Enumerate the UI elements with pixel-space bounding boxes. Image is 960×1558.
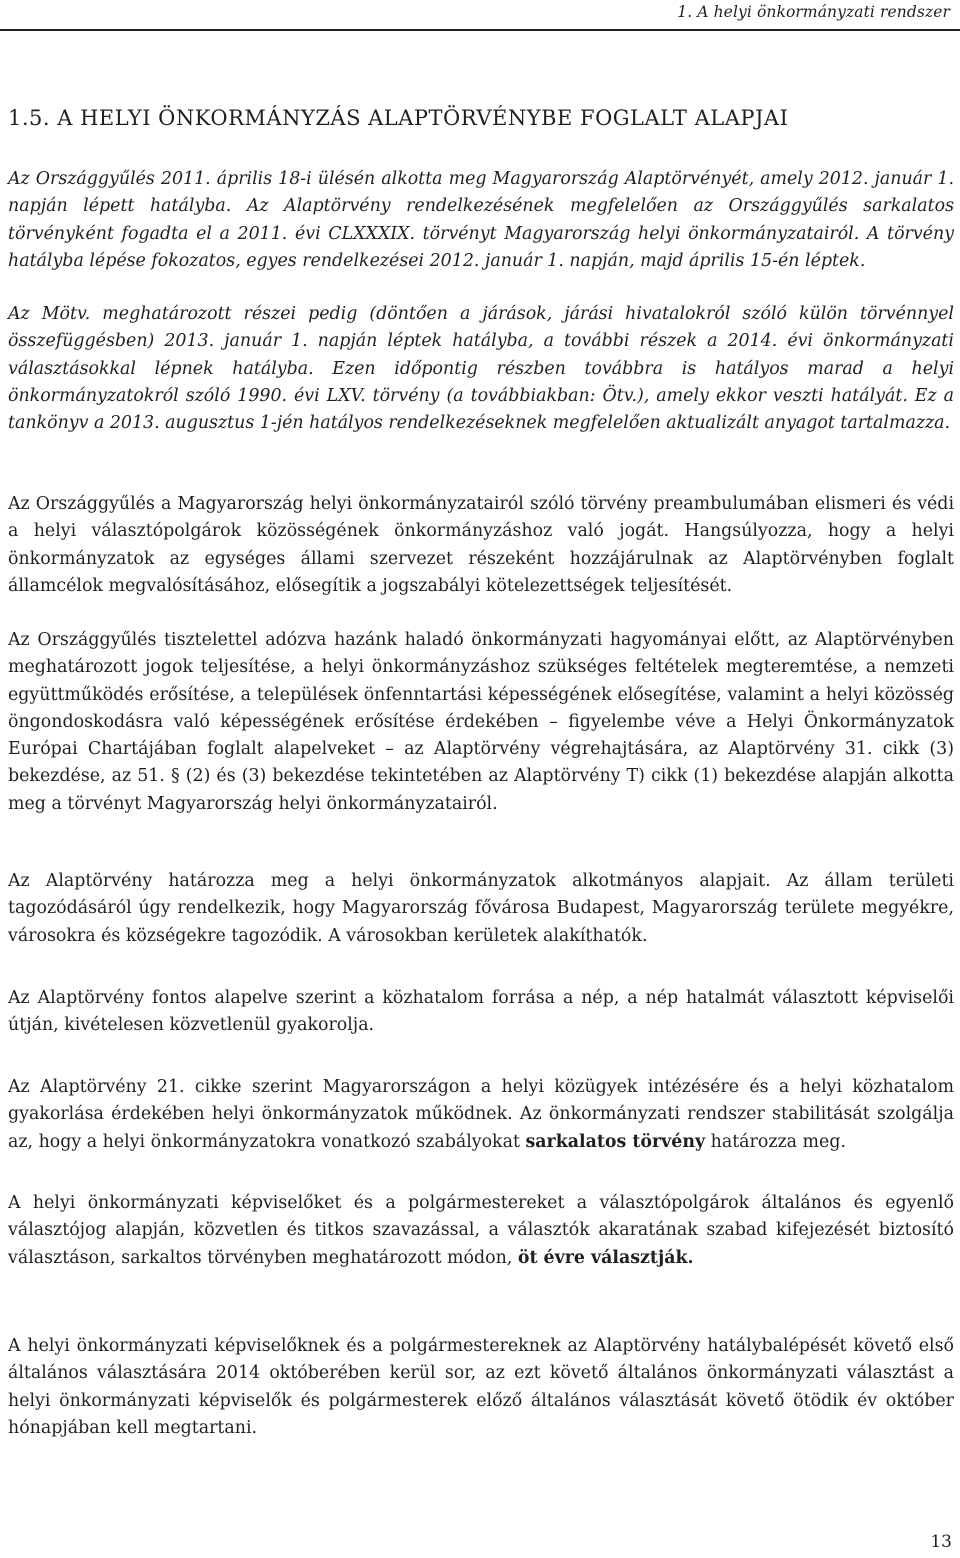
paragraph-4-text: Az Országgyűlés tisztelettel adózva hazánk haladó önkormányzati hagyományai előtt, az Alaptörvényben meghatározott jogok teljesítése, a helyi önkormányzáshoz szükséges feltételek megteremtése, a nemzeti együttműködés erősítése, a települések önfenntartási képességének elősegítése, valamint a helyi közösség öngondoskodásra való képességének erősítése érdekében – figyelembe véve a Helyi Önkormányzatok Európai Chartájában foglalt alapelveket – az Alaptörvény végrehajtására, az Alaptörvény 31. cikk (3) bekezdése, az 51. § (2) és (3) bekezdése tekintetében az Alaptörvény T) cikk (1) bekezdése alapján alkotta meg a törvényt Magyarország helyi önkormányzatairól. xyxy=(8,630,954,814)
paragraph-9 xyxy=(8,1333,954,1442)
paragraph-7-text: Az Alaptörvény 21. cikke szerint Magyarországon a helyi közügyek intézésére és a helyi közhatalom gyakorlása érdekében helyi önkormányzatok működnek. Az önkormányzati rendszer stabilitását szolgálja az, hogy a helyi önkormányzatokra vonatkozó szabályokat xyxy=(8,1077,954,1152)
paragraph-3-text: Az Országgyűlés a Magyarország helyi önkormányzatairól szóló törvény preambulumában elismeri és védi a helyi választópolgárok közösségének önkormányzáshoz való jogát. Hangsúlyozza, hogy a helyi önkormányzatok az egységes állami szervezet részeként hozzájárulnak az Alaptörvényben foglalt államcélok megvalósításához, elősegítik a jogszabályi kötelezettségek teljesítését. xyxy=(8,494,954,596)
page-number: 13 xyxy=(930,1532,952,1552)
paragraph-7-bold: sarkalatos törvény xyxy=(525,1131,706,1152)
paragraph-2-text: Az Mötv. meghatározott részei pedig (döntően a járások, járási hivatalokról szóló külön törvénnyel összefüggésben) 2013. január 1. napján léptek hatályba, a további részek a 2014. évi önkormányzati választásokkal lépnek hatályba. Ezen időpontig részben továbbra is hatályos marad a helyi önkormányzatokról szóló 1990. évi LXV. törvény (a továbbiakban: Ötv.), amely ekkor veszti hatályát. Ez a tankönyv a 2013. augusztus 1-jén hatályos rendelkezéseknek megfelelően aktualizált anyagot tartalmazza. xyxy=(8,304,954,434)
section-title: 1.5. A HELYI ÖNKORMÁNYZÁS ALAPTÖRVÉNYBE FOGLALT ALAPJAI xyxy=(8,106,789,130)
running-header: 1. A helyi önkormányzati rendszer xyxy=(677,3,950,21)
paragraph-8-bold: öt évre választják. xyxy=(517,1247,694,1268)
paragraph-1 xyxy=(8,166,954,275)
paragraph-1-text: Az Országgyűlés 2011. április 18-i ülésén alkotta meg Magyarország Alaptörvényét, amely 2012. január 1. napján lépett hatályba. Az Alaptörvény rendelkezésének megfelelően az Országgyűlés sarkalatos törvényként fogadta el a 2011. évi CLXXXIX. törvényt Magyarország helyi önkormányzatairól. A törvény hatályba lépése fokozatos, egyes rendelkezései 2012. január 1. napján, majd április 15-én léptek. xyxy=(8,169,954,271)
paragraph-5 xyxy=(8,868,954,950)
header-rule xyxy=(0,29,960,31)
paragraph-8-text: A helyi önkormányzati képviselőket és a polgármestereket a választópolgárok általános és egyenlő választójog alapján, közvetlen és titkos szavazással, a választók akaratának szabad kifejezését biztosító választáson, sarkaltos törvényben meghatározott módon, xyxy=(8,1193,954,1268)
paragraph-7 xyxy=(8,1074,954,1156)
paragraph-5-text: Az Alaptörvény határozza meg a helyi önkormányzatok alkotmányos alapjait. Az állam területi tagozódásáról úgy rendelkezik, hogy Magyarország fővárosa Budapest, Magyarország területe megyékre, városokra és községekre tagozódik. A városokban kerületek alakíthatók. xyxy=(8,871,954,946)
paragraph-8 xyxy=(8,1190,954,1272)
paragraph-2 xyxy=(8,301,954,437)
paragraph-9-text: A helyi önkormányzati képviselőknek és a polgármestereknek az Alaptörvény hatálybalépését követő első általános választására 2014 októberében kerül sor, az ezt követő általános önkormányzati választást a helyi önkormányzati képviselők és polgármesterek előző általános választását követő ötödik év október hónapjában kell megtartani. xyxy=(8,1336,954,1438)
paragraph-3 xyxy=(8,491,954,600)
paragraph-6-text: Az Alaptörvény fontos alapelve szerint a közhatalom forrása a nép, a nép hatalmát választott képviselői útján, kivételesen közvetlenül gyakorolja. xyxy=(8,988,954,1036)
paragraph-6 xyxy=(8,985,954,1040)
paragraph-4 xyxy=(8,627,954,818)
paragraph-7-text-end: határozza meg. xyxy=(705,1131,846,1152)
